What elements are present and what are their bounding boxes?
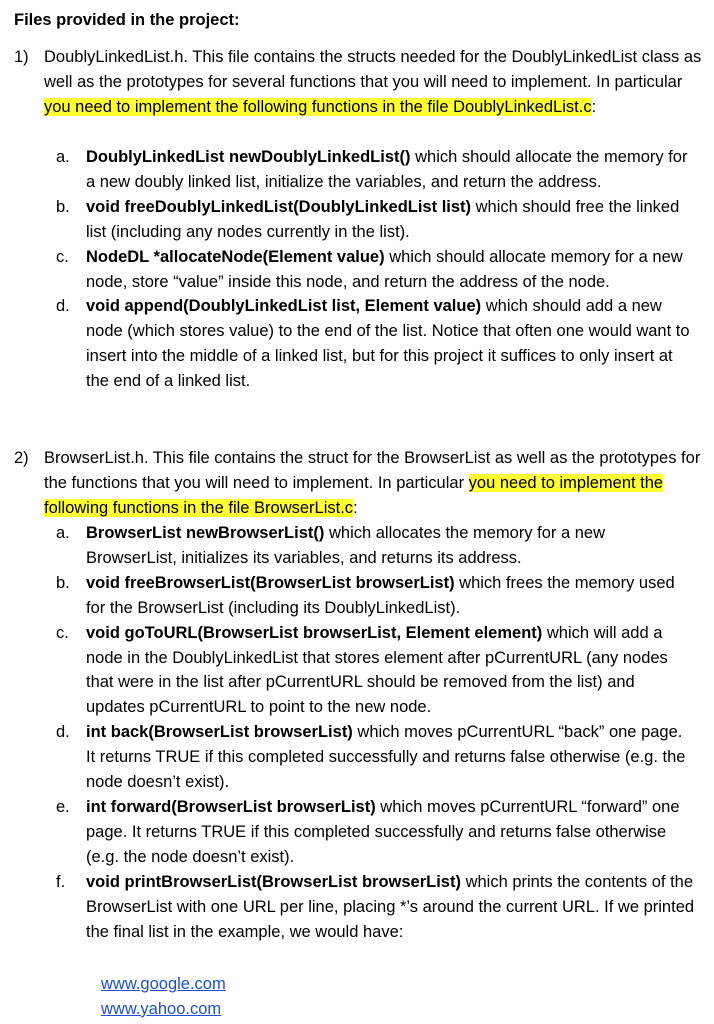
function-description: which allocates the memory for a new BrowserList, initializes its variables, and returns its address. <box>86 524 606 567</box>
function-description: which moves pCurrentURL “back” one page. It returns TRUE if this completed successfully and returns false otherwise (e.g. the node doesn’t exist). <box>86 723 686 792</box>
item-number: 1) <box>14 48 29 66</box>
function-signature: void freeDoublyLinkedList(DoublyLinkedList list) <box>86 197 472 216</box>
function-signature: void append(DoublyLinkedList list, Element value) <box>86 297 482 316</box>
sub-item <box>56 245 696 295</box>
item-tail: : <box>591 97 597 116</box>
function-signature: NodeDL *allocateNode(Element value) <box>86 247 385 266</box>
sub-item <box>56 521 696 571</box>
sub-item <box>56 294 696 394</box>
function-signature: void freeBrowserList(BrowserList browserList) <box>86 573 455 592</box>
sub-item <box>56 145 696 195</box>
function-signature: int back(BrowserList browserList) <box>86 723 353 742</box>
sub-item <box>56 870 696 945</box>
highlighted-instruction: you need to implement the following functions in the file BrowserList.c <box>44 473 664 517</box>
function-signature: BrowserList newBrowserList() <box>86 524 325 542</box>
sub-item <box>56 621 696 721</box>
function-description: which should free the linked list (including any nodes currently in the list). <box>86 197 680 241</box>
sub-item <box>56 795 696 870</box>
sub-letter: e. <box>56 797 70 816</box>
sub-letter: f. <box>56 872 66 891</box>
highlighted-instruction: you need to implement the following functions in the file DoublyLinkedList.c <box>44 97 592 116</box>
sub-letter: d. <box>56 297 70 316</box>
function-description: which moves pCurrentURL “forward” one page. It returns TRUE if this completed successfully and returns false otherwise (e.g. the node doesn’t exist). <box>86 797 680 866</box>
function-description: which prints the contents of the BrowserList with one URL per line, placing *’s around the current URL. If we printed the final list in the example, we would have: <box>86 872 695 941</box>
item-intro: BrowserList.h. This file contains the struct for the BrowserList as well as the prototypes for the functions that you will need to implement. In particular <box>44 449 701 492</box>
function-signature: void printBrowserList(BrowserList browserList) <box>86 872 461 891</box>
function-description: which will add a node in the DoublyLinkedList that stores element after pCurrentURL (any nodes that were in the list after pCurrentURL should be removed from the list) and updates pCurrentURL to point to the new node. <box>86 623 668 717</box>
item-paragraph <box>44 446 704 521</box>
function-description: which should add a new node (which stores value) to the end of the list. Notice that often one would want to insert into the middle of a linked list, but for this project it suffices to only insert at the end of a linked list. <box>86 297 690 391</box>
sub-letter: a. <box>56 148 70 166</box>
function-description: which should allocate memory for a new node, store “value” inside this node, and return the address of the node. <box>86 247 683 291</box>
example-url-list <box>101 972 226 1022</box>
sub-item <box>56 571 696 621</box>
sublist-2 <box>56 521 696 944</box>
sub-letter: a. <box>56 524 70 542</box>
sub-letter: c. <box>56 247 69 266</box>
function-signature: void goToURL(BrowserList browserList, Element element) <box>86 623 543 642</box>
item-number: 2) <box>14 449 29 467</box>
sub-letter: b. <box>56 197 70 216</box>
url-link-google[interactable]: www.google.com <box>101 975 226 993</box>
sub-letter: d. <box>56 723 70 742</box>
sub-letter: c. <box>56 623 69 642</box>
item-paragraph <box>44 45 704 120</box>
function-signature: int forward(BrowserList browserList) <box>86 797 376 816</box>
item-intro: DoublyLinkedList.h. This file contains the structs needed for the DoublyLinkedList class as well as the prototypes for several functions that you will need to implement. In particular <box>44 48 702 91</box>
sub-item <box>56 195 696 245</box>
section-heading: Files provided in the project: <box>14 11 240 29</box>
function-description: which should allocate the memory for a new doubly linked list, initialize the variables, and return the address. <box>86 148 688 191</box>
function-signature: DoublyLinkedList newDoublyLinkedList() <box>86 148 411 166</box>
item-tail: : <box>353 498 358 517</box>
sub-letter: b. <box>56 573 70 592</box>
sublist-1 <box>56 145 696 394</box>
url-link-yahoo[interactable]: www.yahoo.com <box>101 999 222 1018</box>
sub-item <box>56 720 696 795</box>
function-description: which frees the memory used for the BrowserList (including its DoublyLinkedList). <box>86 573 675 617</box>
